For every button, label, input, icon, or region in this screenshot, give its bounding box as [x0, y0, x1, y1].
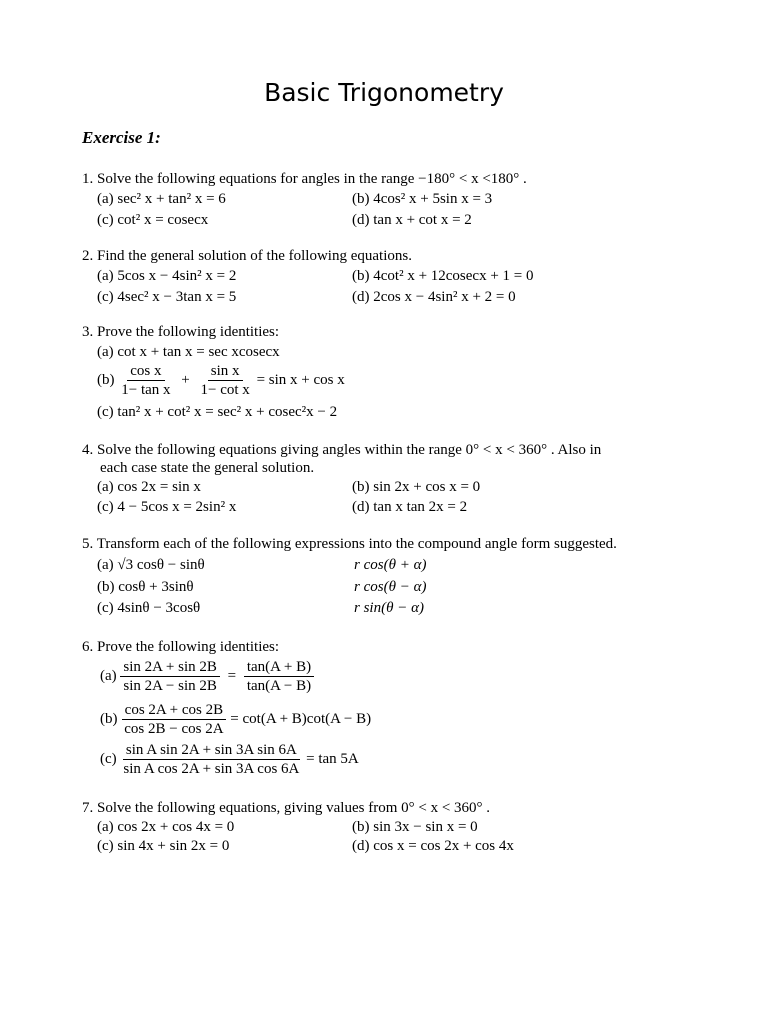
q6-text: 6. Prove the following identities:: [82, 639, 280, 655]
q7-b: (b) sin 3x − sin x = 0: [352, 819, 478, 835]
q7-d: (d) cos x = cos 2x + cos 4x: [352, 838, 514, 854]
q3-b: [97, 362, 345, 399]
q2-a: (a) 5cos x − 4sin² x = 2: [97, 268, 237, 284]
q6-b-label: (b): [100, 710, 118, 727]
q7-c: (c) sin 4x + sin 2x = 0: [97, 838, 230, 854]
q5-a-form: r cos(θ + α): [354, 557, 427, 573]
q3-b-denominator-2: 1− cot x: [200, 382, 250, 398]
q6-a-numerator-1: sin 2A + sin 2B: [120, 658, 219, 677]
q5-b: (b) cosθ + 3sinθ: [97, 579, 194, 595]
q1-text: 1. Solve the following equations for angles in the range −180° < x <180° .: [82, 171, 527, 187]
q3-b-denominator-1: 1− tan x: [121, 382, 171, 398]
q6-c-label: (c): [100, 750, 117, 767]
q6-a: [100, 658, 314, 695]
q5-c: (c) 4sinθ − 3cosθ: [97, 600, 201, 616]
q6-a-fraction-2: [244, 658, 314, 695]
q6-b-numerator: cos 2A + cos 2B: [122, 701, 226, 720]
q6-b-fraction: [121, 701, 226, 738]
q3-b-fraction-2: [198, 362, 253, 399]
q6-c-fraction: [120, 741, 302, 778]
q4-d: (d) tan x tan 2x = 2: [352, 499, 468, 515]
q1-c: (c) cot² x = cosecx: [97, 212, 209, 228]
q3-a: (a) cot x + tan x = sec xcosecx: [97, 344, 280, 360]
q1-a: (a) sec² x + tan² x = 6: [97, 191, 226, 207]
q4-b: (b) sin 2x + cos x = 0: [352, 479, 481, 495]
q5-text: 5. Transform each of the following expressions into the compound angle form suggested.: [82, 536, 617, 552]
q1-d: (d) tan x + cot x = 2: [352, 212, 472, 228]
q2-text: 2. Find the general solution of the following equations.: [82, 248, 412, 264]
q7-text: 7. Solve the following equations, giving values from 0° < x < 360° .: [82, 800, 491, 816]
q6-a-numerator-2: tan(A + B): [244, 658, 314, 677]
q6-b-denominator: cos 2B − cos 2A: [124, 721, 224, 737]
q3-b-label: (b): [97, 371, 115, 388]
q6-c-denominator: sin A cos 2A + sin 3A cos 6A: [123, 761, 300, 777]
q6-c-numerator: sin A sin 2A + sin 3A sin 6A: [123, 741, 300, 760]
q4-c: (c) 4 − 5cos x = 2sin² x: [97, 499, 237, 515]
q2-d: (d) 2cos x − 4sin² x + 2 = 0: [352, 289, 516, 305]
q2-c: (c) 4sec² x − 3tan x = 5: [97, 289, 237, 305]
q6-a-label: (a): [100, 667, 117, 684]
q2-b: (b) 4cot² x + 12cosecx + 1 = 0: [352, 268, 534, 284]
q4-a: (a) cos 2x = sin x: [97, 479, 201, 495]
q5-c-form: r sin(θ − α): [354, 600, 424, 616]
q6-b: [100, 701, 371, 738]
q3-b-fraction-1: [118, 362, 173, 399]
q5-a: (a) √3 cosθ − sinθ: [97, 557, 205, 573]
q6-c: [100, 741, 359, 778]
q6-a-denominator-2: tan(A − B): [246, 678, 312, 694]
exercise-heading: Exercise 1:: [82, 128, 161, 147]
q6-a-fraction-1: [120, 658, 219, 695]
q3-text: 3. Prove the following identities:: [82, 324, 280, 340]
q6-a-equals: =: [227, 667, 237, 684]
q3-b-numerator-1: cos x: [127, 362, 164, 381]
q3-c: (c) tan² x + cot² x = sec² x + cosec²x − 2: [97, 404, 338, 420]
q6-c-rhs: = tan 5A: [306, 750, 359, 767]
page-title: Basic Trigonometry: [264, 78, 504, 107]
q6-a-denominator-1: sin 2A − sin 2B: [123, 678, 217, 694]
q4-text-2: each case state the general solution.: [100, 460, 315, 476]
q3-b-plus: +: [181, 371, 190, 388]
q5-b-form: r cos(θ − α): [354, 579, 427, 595]
q4-text: 4. Solve the following equations giving angles within the range 0° < x < 360° . Also in: [82, 442, 602, 458]
q3-b-rhs: = sin x + cos x: [256, 371, 345, 388]
q6-b-rhs: = cot(A + B)cot(A − B): [230, 710, 372, 727]
q7-a: (a) cos 2x + cos 4x = 0: [97, 819, 235, 835]
q3-b-numerator-2: sin x: [208, 362, 243, 381]
q1-b: (b) 4cos² x + 5sin x = 3: [352, 191, 493, 207]
